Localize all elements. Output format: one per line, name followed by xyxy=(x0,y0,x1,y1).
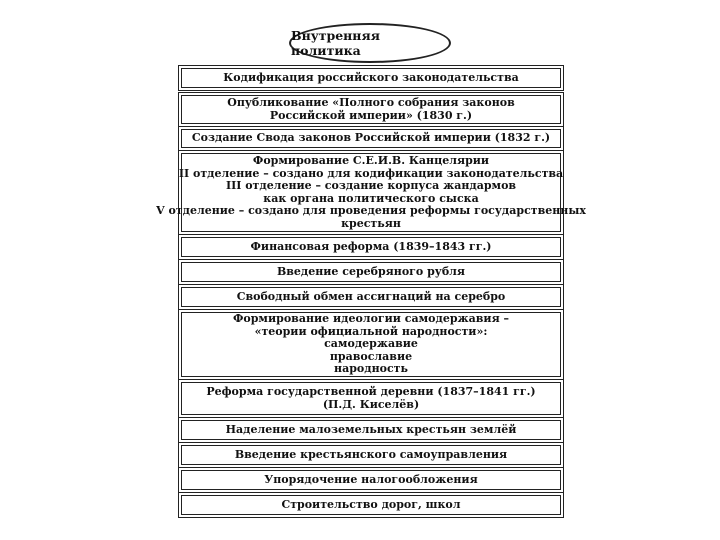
box-land-allotment xyxy=(181,420,561,440)
box-line: Строительство дорог, школ xyxy=(281,497,461,511)
box-line: III отделение – создание корпуса жандармов xyxy=(225,179,517,192)
box-roads-schools xyxy=(181,495,561,515)
box-chancellery xyxy=(156,153,586,232)
box-free-exchange xyxy=(181,287,561,307)
box-line: (П.Д. Киселёв) xyxy=(322,397,420,411)
box-line: самодержавие xyxy=(324,337,418,351)
box-line: Формирование идеологии самодержавия – xyxy=(232,312,510,326)
box-self-government xyxy=(181,445,561,465)
box-financial-reform xyxy=(181,237,561,257)
box-line: как органа политического сыска xyxy=(263,191,479,205)
box-line: крестьян xyxy=(341,216,401,230)
box-line: Российской империи» (1830 г.) xyxy=(269,108,473,122)
title-oval xyxy=(289,23,451,63)
box-line: Кодификация российского законодательства xyxy=(223,70,519,84)
box-codification xyxy=(181,68,561,88)
box-full-collection xyxy=(181,95,561,124)
box-code-of-laws xyxy=(181,129,561,148)
box-line: Наделение малоземельных крестьян землёй xyxy=(225,422,517,436)
diagram-title: Внутренняя политика xyxy=(291,28,380,58)
box-line: V отделение – создано для проведения реформы государственных xyxy=(156,204,586,217)
box-line: «теории официальной народности»: xyxy=(254,324,488,338)
box-ideology xyxy=(181,312,561,377)
box-line: Введение серебряного рубля xyxy=(276,264,466,278)
box-line: Введение крестьянского самоуправления xyxy=(234,447,508,461)
box-line: народность xyxy=(334,362,408,376)
box-line: Реформа государственной деревни (1837–1841 гг.) xyxy=(206,385,536,398)
box-line: II отделение – создано для кодификации законодательства xyxy=(178,166,564,180)
box-line: Упорядочение налогообложения xyxy=(264,472,478,486)
box-line: Свободный обмен ассигнаций на серебро xyxy=(236,289,506,303)
box-line: Опубликование «Полного собрания законов xyxy=(227,96,515,109)
box-line: Создание Свода законов Российской империи (1832 г.) xyxy=(191,131,551,145)
box-silver-ruble xyxy=(181,262,561,282)
box-taxation xyxy=(181,470,561,490)
box-line: православие xyxy=(329,349,413,363)
box-line: Формирование С.Е.И.В. Канцелярии xyxy=(252,154,490,167)
box-village-reform xyxy=(181,382,561,415)
box-line: Финансовая реформа (1839–1843 гг.) xyxy=(250,239,492,253)
